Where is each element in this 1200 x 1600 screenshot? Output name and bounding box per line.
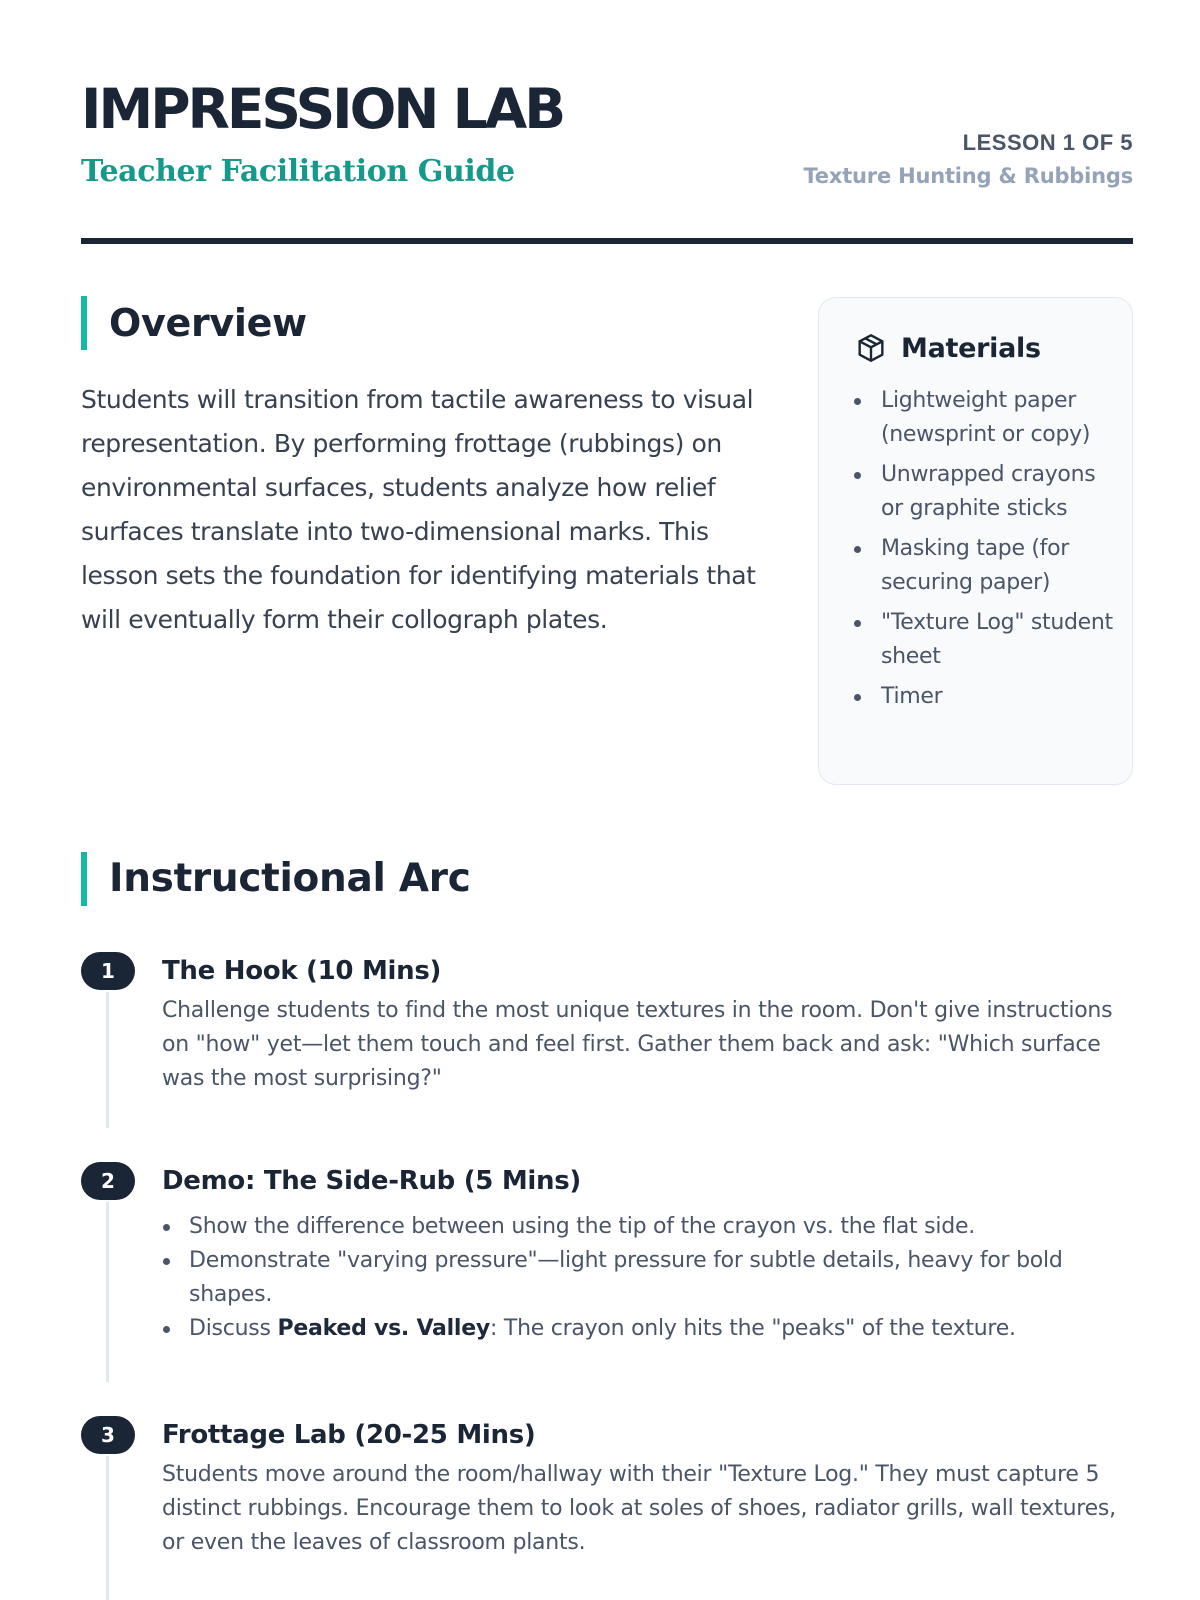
box-icon xyxy=(855,332,887,364)
step-3 xyxy=(81,1416,1133,1600)
step-title: Frottage Lab (20-25 Mins) xyxy=(162,1420,536,1450)
step-title: Demo: The Side-Rub (5 Mins) xyxy=(162,1166,581,1196)
materials-item: "Texture Log" student sheet xyxy=(881,606,1121,674)
overview-text: Students will transition from tactile awareness to visual representation. By performing frottage (rubbings) on environmental surfaces, students analyze how relief surfaces translate into two-dimensional marks. This lesson sets the foundation for identifying materials that will eventually form their collograph plates. xyxy=(81,385,756,634)
bullet-prefix: Discuss xyxy=(189,1316,278,1341)
instructional-arc-heading: Instructional Arc xyxy=(81,852,471,906)
step-title: The Hook (10 Mins) xyxy=(162,956,442,986)
step-2 xyxy=(81,1162,1133,1382)
step-number-badge: 2 xyxy=(81,1162,135,1200)
materials-item: Unwrapped crayons or graphite sticks xyxy=(881,458,1121,526)
step-number-badge: 3 xyxy=(81,1416,135,1454)
brand-title: IMPRESSION LAB xyxy=(81,77,564,141)
materials-item: Lightweight paper (newsprint or copy) xyxy=(881,384,1121,452)
bullet-suffix: : The crayon only hits the "peaks" of the texture. xyxy=(489,1316,1016,1341)
step-bullet: Demonstrate "varying pressure"—light pressure for subtle details, heavy for bold shapes. xyxy=(189,1244,1134,1312)
bullet-emphasis: Peaked vs. Valley xyxy=(277,1316,490,1341)
step-1 xyxy=(81,952,1133,1128)
step-bullet-list xyxy=(189,1210,1134,1346)
step-description: Challenge students to find the most unique textures in the room. Don't give instructions on "how" yet—let them touch and feel first. Gather them back and ask: "Which surface was the most surprising?" xyxy=(162,998,1113,1091)
materials-card xyxy=(818,297,1133,785)
materials-list xyxy=(881,384,1121,720)
materials-title: Materials xyxy=(901,332,1041,364)
step-description: Students move around the room/hallway with their "Texture Log." They must capture 5 distinct rubbings. Encourage them to look at soles of shoes, radiator grills, wall textures, or even the leaves of classroom plants. xyxy=(162,1462,1116,1555)
materials-header xyxy=(855,332,1041,364)
timeline-line xyxy=(106,1202,109,1382)
timeline-line xyxy=(106,992,109,1128)
step-number-badge: 1 xyxy=(81,952,135,990)
lesson-number: LESSON 1 OF 5 xyxy=(962,130,1133,155)
materials-item: Timer xyxy=(881,680,1121,714)
lesson-topic: Texture Hunting & Rubbings xyxy=(803,164,1133,188)
step-bullet: Show the difference between using the tip of the crayon vs. the flat side. xyxy=(189,1210,1134,1244)
page-header xyxy=(81,78,1133,244)
timeline-line xyxy=(106,1456,109,1600)
guide-subtitle: Teacher Facilitation Guide xyxy=(81,154,515,189)
materials-item: Masking tape (for securing paper) xyxy=(881,532,1121,600)
step-bullet xyxy=(189,1312,1134,1346)
overview-heading: Overview xyxy=(81,296,307,350)
